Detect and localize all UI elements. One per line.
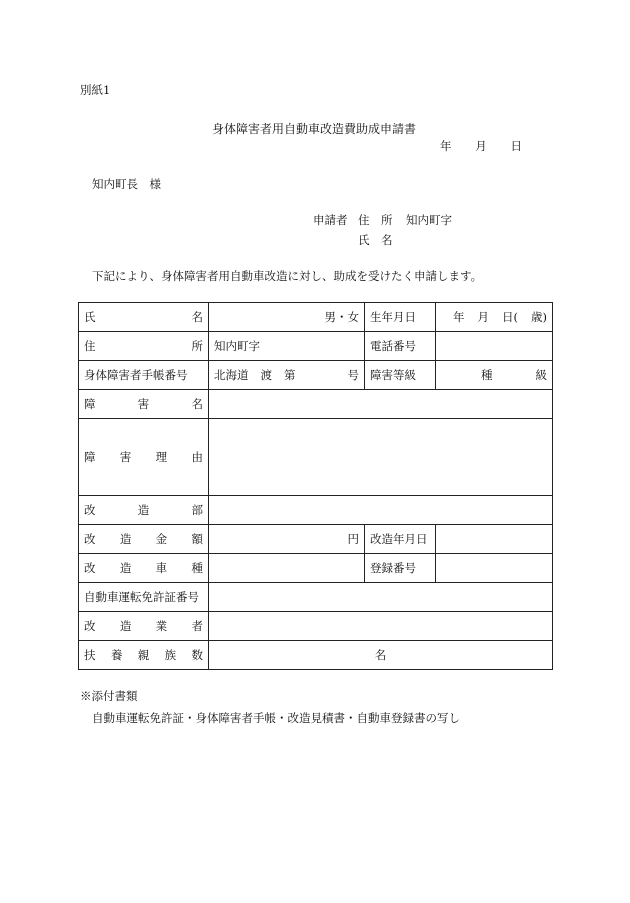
document-title: 身体障害者用自動車改造費助成申請書 [212, 122, 417, 136]
intro-text: 下記により、身体障害者用自動車改造に対し、助成を受けたく申請します。 [92, 269, 483, 283]
handbook-dai: 第 [284, 368, 296, 382]
disability-reason-char-4: 由 [191, 450, 203, 464]
modified-part-value-cell[interactable] [209, 496, 553, 525]
handbook-prefecture: 北海道 [214, 368, 249, 382]
grade-level: 級 [535, 368, 547, 382]
grade-label-cell: 障害等級 [365, 361, 436, 390]
vendor-char-4: 者 [191, 619, 203, 633]
vehicle-type-label-cell [79, 554, 209, 583]
amount-char-3: 金 [155, 532, 168, 546]
modified-date-label-cell: 改造年月日 [365, 525, 436, 554]
handbook-go: 号 [347, 368, 359, 382]
row-dependents [79, 641, 553, 670]
attachments-heading: ※添付書類 [80, 689, 138, 703]
gender-cell[interactable]: 男・女 [209, 303, 365, 332]
date-year-label: 年 [440, 139, 452, 153]
disability-reason-value-cell[interactable] [209, 419, 553, 496]
vendor-value-cell[interactable] [209, 612, 553, 641]
vehicle-type-char-2: 造 [119, 561, 132, 575]
amount-char-4: 額 [191, 532, 203, 546]
phone-label-cell: 電話番号 [365, 332, 436, 361]
row-vehicle-type [79, 554, 553, 583]
address-label-cell [79, 332, 209, 361]
addressee: 知内町長 様 [92, 177, 161, 191]
disability-reason-char-2: 害 [119, 450, 132, 464]
phone-value-cell[interactable] [436, 332, 553, 361]
name-label-char-1: 氏 [84, 310, 96, 324]
disability-name-char-1: 障 [84, 397, 96, 411]
vehicle-type-char-3: 車 [155, 561, 168, 575]
modified-date-value-cell[interactable] [436, 525, 553, 554]
birth-month: 月 [477, 310, 489, 324]
handbook-subprefecture: 渡 [260, 368, 272, 382]
application-form-table [78, 302, 553, 670]
row-handbook [79, 361, 553, 390]
dependents-char-5: 数 [191, 648, 203, 662]
row-amount [79, 525, 553, 554]
disability-reason-label-cell [79, 419, 209, 496]
dependents-char-4: 族 [164, 648, 177, 662]
name-label-cell [79, 303, 209, 332]
applicant-name-label: 氏 名 [358, 233, 393, 247]
row-license [79, 583, 553, 612]
vehicle-type-value-cell[interactable] [209, 554, 365, 583]
address-label-char-1: 住 [84, 339, 96, 353]
dependents-label-cell [79, 641, 209, 670]
address-label-char-2: 所 [191, 339, 203, 353]
row-address [79, 332, 553, 361]
disability-name-value-cell[interactable] [209, 390, 553, 419]
applicant-address-label: 住 所 [358, 213, 393, 227]
row-name [79, 303, 553, 332]
vendor-char-2: 造 [119, 619, 132, 633]
license-label-cell: 自動車運転免許証番号 [79, 583, 209, 612]
modified-part-char-1: 改 [84, 503, 96, 517]
dependents-char-3: 親 [137, 648, 150, 662]
disability-name-char-2: 害 [137, 397, 150, 411]
birth-label-cell: 生年月日 [365, 303, 436, 332]
modified-part-char-3: 部 [191, 503, 203, 517]
row-modified-part [79, 496, 553, 525]
row-disability-name [79, 390, 553, 419]
birth-age: 歳) [531, 310, 547, 324]
vehicle-type-char-1: 改 [84, 561, 96, 575]
disability-reason-char-3: 理 [155, 450, 168, 464]
vendor-char-1: 改 [84, 619, 96, 633]
modified-part-label-cell [79, 496, 209, 525]
grade-type: 種 [481, 368, 493, 382]
license-value-cell[interactable] [209, 583, 553, 612]
disability-name-label-cell [79, 390, 209, 419]
row-disability-reason [79, 419, 553, 496]
modified-part-char-2: 造 [137, 503, 150, 517]
birth-year: 年 [453, 310, 465, 324]
vehicle-type-char-4: 種 [191, 561, 203, 575]
vendor-label-cell [79, 612, 209, 641]
grade-value-cell[interactable] [436, 361, 553, 390]
birth-day: 日( [502, 310, 518, 324]
birth-value-cell[interactable] [436, 303, 553, 332]
attachment-number: 別紙1 [80, 83, 111, 97]
date-day-label: 日 [510, 139, 522, 153]
registration-label-cell: 登録番号 [365, 554, 436, 583]
dependents-char-2: 養 [110, 648, 123, 662]
handbook-value-cell[interactable] [209, 361, 365, 390]
applicant-label: 申請者 [313, 213, 348, 227]
disability-name-char-3: 名 [191, 397, 203, 411]
dependents-value-cell[interactable]: 名 [209, 641, 553, 670]
row-vendor [79, 612, 553, 641]
handbook-label-cell: 身体障害者手帳番号 [79, 361, 209, 390]
disability-reason-char-1: 障 [84, 450, 96, 464]
date-month-label: 月 [475, 139, 487, 153]
amount-value-cell[interactable]: 円 [209, 525, 365, 554]
amount-char-2: 造 [119, 532, 132, 546]
address-value-cell[interactable]: 知内町字 [209, 332, 365, 361]
amount-label-cell [79, 525, 209, 554]
registration-value-cell[interactable] [436, 554, 553, 583]
applicant-address-value: 知内町字 [406, 213, 452, 227]
vendor-char-3: 業 [155, 619, 168, 633]
amount-char-1: 改 [84, 532, 96, 546]
attachments-list: 自動車運転免許証・身体障害者手帳・改造見積書・自動車登録書の写し [92, 711, 460, 725]
name-label-char-2: 名 [191, 310, 203, 324]
date-line [440, 138, 522, 154]
dependents-char-1: 扶 [84, 648, 96, 662]
